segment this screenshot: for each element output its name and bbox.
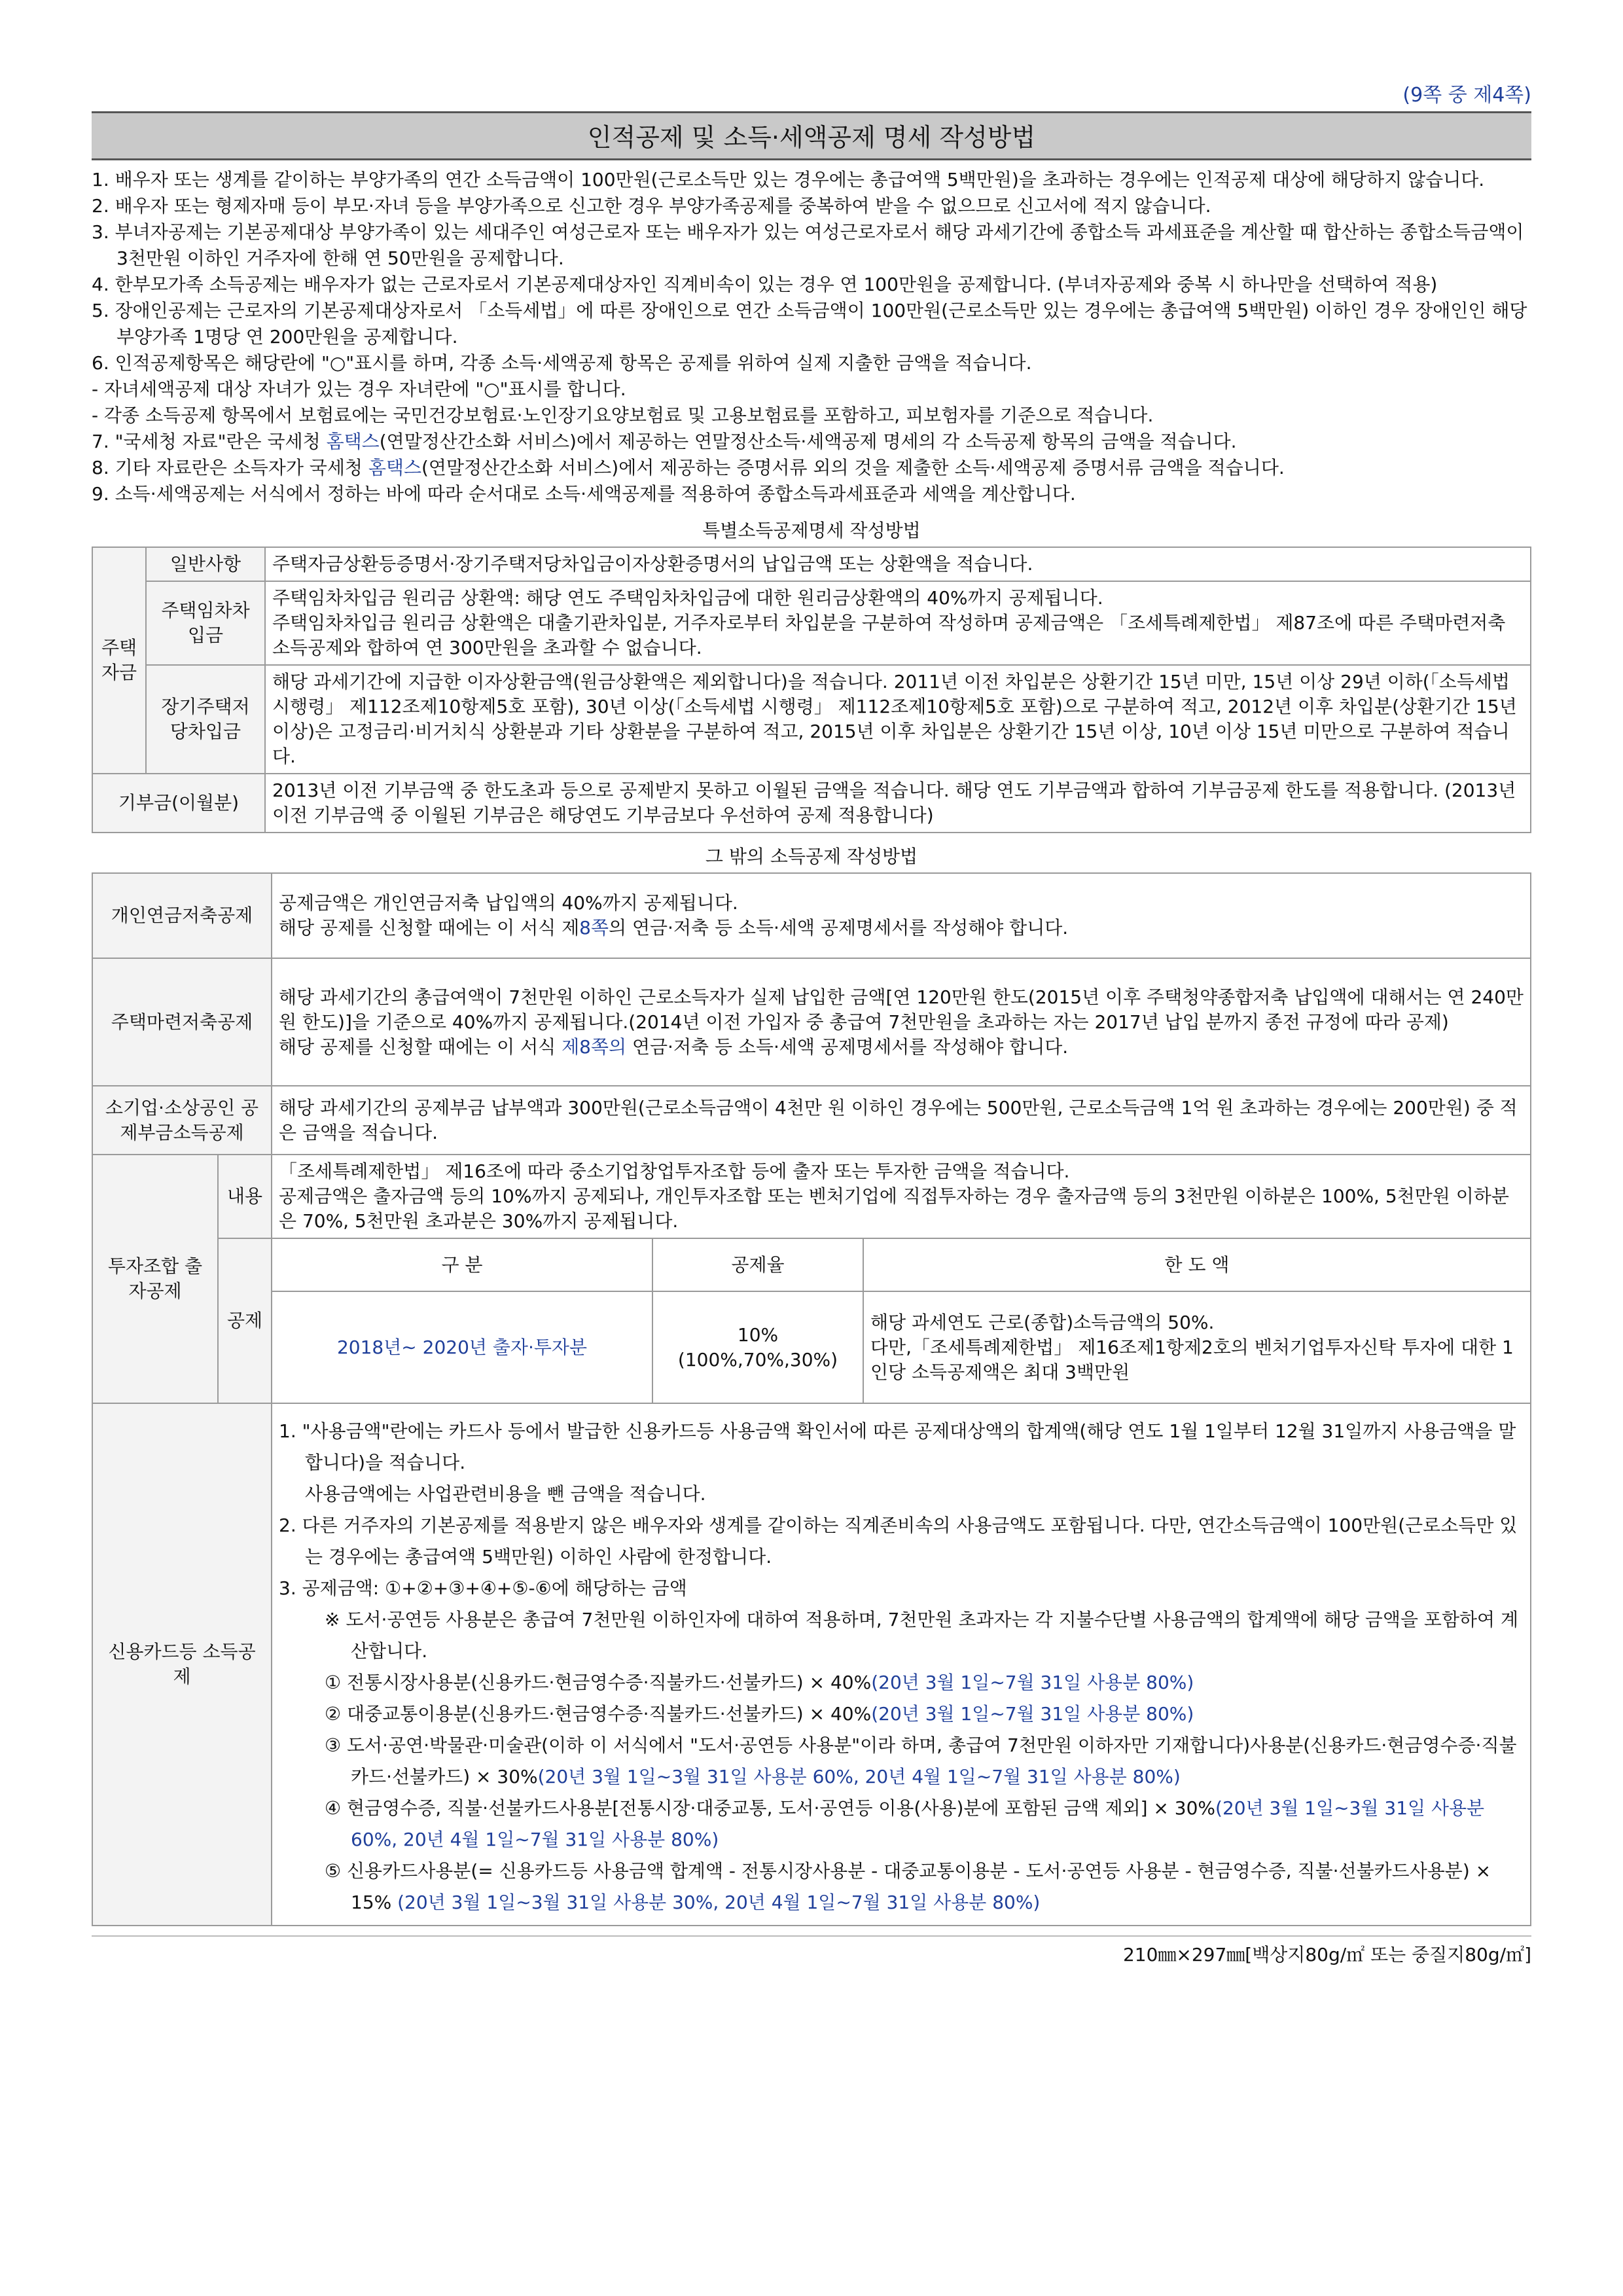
card-item-5-rate: (20년 3월 1일∼3월 31일 사용분 30%, 20년 4월 1일∼7월 31일 사용분 80%)	[391, 1892, 1041, 1913]
lease-cell	[265, 581, 1531, 665]
card-item-1-text: ① 전통시장사용분(신용카드·현금영수증·직불카드·선불카드) × 40%	[325, 1672, 872, 1693]
card-item-3-text: ③ 도서·공연·박물관·미술관(이하 이 서식에서 "도서·공연등 사용분"이라 하며, 총급여 7천만원 이하자만 기재합니다)사용분(신용카드·현금영수증·직불카드·선불카드) × 30%	[325, 1734, 1517, 1787]
invest-limit-2: 다만,「조세특례제한법」 제16조제1항제2호의 벤처기업투자신탁 투자에 대한 1인당 소득공제액은 최대 3백만원	[870, 1336, 1514, 1383]
card-item-2-text: ② 대중교통이용분(신용카드·현금영수증·직불카드·선불카드) × 40%	[325, 1703, 872, 1725]
intro-item-2: 2. 배우자 또는 형제자매 등이 부모·자녀 등을 부양가족으로 신고한 경우 부양가족공제를 중복하여 받을 수 없으므로 신고서에 적지 않습니다.	[92, 195, 1211, 217]
card-item-2-rate: (20년 3월 1일∼7월 31일 사용분 80%)	[871, 1703, 1194, 1725]
invest-content-cell	[272, 1155, 1531, 1238]
card-item-4-rate: (20년 3월 1일∼3월 31일 사용분 60%, 20년 4월 1일∼7월 31일 사용분 80%)	[351, 1797, 1485, 1850]
intro-item-8	[92, 455, 1531, 481]
card-item-1	[279, 1667, 1524, 1698]
intro-item-5: 5. 장애인공제는 근로자의 기본공제대상자로서 「소득세법」에 따른 장애인으로 연간 소득금액이 100만원(근로소득만 있는 경우에는 총급여액 5백만원) 이하인 경우 장애인인 해당 부양가족 1명당 연 200만원을 공제합니다.	[92, 300, 1527, 348]
general-text: 주택자금상환등증명서·장기주택저당차입금이자상환증명서의 납입금액 또는 상환액을 적습니다.	[265, 547, 1531, 581]
intro-item-6-sub-1: - 자녀세액공제 대상 자녀가 있는 경우 자녀란에 "○"표시를 합니다.	[92, 378, 626, 400]
col-header-limit: 한 도 액	[863, 1239, 1530, 1291]
donation-label: 기부금(이월분)	[92, 774, 265, 833]
small-biz-text: 해당 과세기간의 공제부금 납부액과 300만원(근로소득금액이 4천만 원 이하인 경우에는 500만원, 근로소득금액 1억 원 초과하는 경우에는 200만원) 중 적은 금액을 적습니다.	[272, 1086, 1531, 1155]
intro-item-6: 6. 인적공제항목은 해당란에 "○"표시를 하며, 각종 소득·세액공제 항목은 공제를 위하여 실제 지출한 금액을 적습니다.	[92, 352, 1032, 374]
other-deduction-table	[92, 872, 1531, 1926]
card-item-3	[279, 1730, 1524, 1793]
intro-item-1: 1. 배우자 또는 생계를 같이하는 부양가족의 연간 소득금액이 100만원(근로소득만 있는 경우에는 총급여액 5백만원)을 초과하는 경우에는 인적공제 대상에 해당하지 않습니다.	[92, 169, 1485, 190]
card-item-4-text: ④ 현금영수증, 직불·선불카드사용분[전통시장·대중교통, 도서·공연등 이용(사용)분에 포함된 금액 제외] × 30%	[325, 1797, 1216, 1819]
mortgage-text: 해당 과세기간에 지급한 이자상환금액(원금상환액은 제외합니다)을 적습니다. 2011년 이전 차입분은 상환기간 15년 미만, 15년 이상 29년 이하(「소득세법 시행령」 제112조제10항제5호 포함), 30년 이상(「소득세법 시행령」 제112조제10항제5호 포함)으로 구분하여 적고, 2012년 이후 차입분(상환기간 15년 이상)은 고정금리·비거치식 상환분과 기타 상환분을 구분하여 적고, 2015년 이후 차입분은 상환기간 15년 이상, 10년 이상 15년 미만으로 구분하여 적습니다.	[265, 665, 1531, 774]
intro-item-3: 3. 부녀자공제는 기본공제대상 부양가족이 있는 세대주인 여성근로자 또는 배우자가 있는 여성근로자로서 해당 과세기간에 종합소득 과세표준을 계산할 때 합산하는 종합소득금액이 3천만원 이하인 거주자에 한해 연 50만원을 공제합니다.	[92, 221, 1524, 269]
housing-savings-text: 해당 과세기간의 총급여액이 7천만원 이하인 근로소득자가 실제 납입한 금액[연 120만원 한도(2015년 이후 주택청약종합저축 납입액에 대해서는 연 240만원 한도)]을 기준으로 40%까지 공제됩니다.(2014년 이전 가입자 중 총급여 7천만원을 초과하는 자는 2017년 납입 분까지 종전 규정에 따라 공제)	[279, 986, 1524, 1033]
invest-rate: 10%(100%,70%,30%)	[652, 1291, 863, 1403]
invest-period: 2018년∼ 2020년 출자·투자분	[272, 1291, 652, 1403]
housing-savings-line-2-text-end: 연금·저축 등 소득·세액 공제명세서를 작성해야 합니다.	[626, 1035, 1069, 1058]
pension-cell	[272, 873, 1531, 958]
special-section-title: 특별소득공제명세 작성방법	[702, 520, 921, 541]
document-page	[92, 79, 1531, 1967]
lease-label: 주택임차차입금	[146, 581, 265, 665]
invest-content-line-1: 「조세특례제한법」 제16조에 따라 중소기업창업투자조합 등에 출자 또는 투자한 금액을 적습니다.	[279, 1160, 1070, 1182]
card-note: ※ 도서·공연등 사용분은 총급여 7천만원 이하인자에 대하여 적용하며, 7천만원 초과자는 각 지불수단별 사용금액의 합계액에 해당 금액을 포함하여 계산합니다.	[325, 1609, 1519, 1662]
page-number: (9쪽 중 제4쪽)	[1402, 84, 1531, 107]
col-header-rate: 공제율	[652, 1239, 863, 1291]
card-item-1-rate: (20년 3월 1일∼7월 31일 사용분 80%)	[871, 1672, 1194, 1693]
invest-deduct-label: 공제	[218, 1238, 272, 1403]
housing-savings-line-2	[279, 1035, 1524, 1060]
invest-limit-cell	[863, 1291, 1530, 1403]
housing-group-label: 주택자금	[92, 547, 146, 774]
housing-savings-line-2-text: 해당 공제를 신청할 때에는 이 서식	[279, 1035, 562, 1058]
lease-text-1: 주택임차차입금 원리금 상환액: 해당 연도 주택임차차입금에 대한 원리금상환액의 40%까지 공제됩니다.	[272, 587, 1103, 609]
invest-limit-1: 해당 과세연도 근로(종합)소득금액의 50%.	[870, 1311, 1215, 1333]
pension-line-2-text-end: 의 연금·저축 등 소득·세액 공제명세서를 작성해야 합니다.	[609, 917, 1069, 939]
intro-item-8-text-end: (연말정산간소화 서비스)에서 제공하는 증명서류 외의 것을 제출한 소득·세액공제 증명서류 금액을 적습니다.	[421, 457, 1285, 478]
pension-line-2	[279, 916, 1524, 941]
intro-list	[92, 167, 1531, 507]
mortgage-label: 장기주택저당차입금	[146, 665, 265, 774]
housing-savings-cell	[272, 958, 1531, 1086]
general-label: 일반사항	[146, 547, 265, 581]
intro-item-7-text-end: (연말정산간소화 서비스)에서 제공하는 연말정산소득·세액공제 명세의 각 소득공제 항목의 금액을 적습니다.	[379, 431, 1237, 452]
invest-label: 투자조합 출자공제	[92, 1155, 218, 1403]
special-deduction-table	[92, 547, 1531, 833]
invest-deduct-cell	[272, 1238, 1531, 1403]
intro-item-8-text: 8. 기타 자료란은 소득자가 국세청	[92, 457, 368, 478]
card-para-1b: 사용금액에는 사업관련비용을 뺀 금액을 적습니다.	[305, 1483, 706, 1505]
page8-link[interactable]: 8쪽	[579, 917, 609, 939]
card-para-1: 1. "사용금액"란에는 카드사 등에서 발급한 신용카드등 사용금액 확인서에 따른 공제대상액의 합계액(해당 연도 1월 1일부터 12월 31일까지 사용금액을 말합니다)을 적습니다.	[279, 1420, 1516, 1473]
card-item-2	[279, 1698, 1524, 1730]
intro-item-7-text: 7. "국세청 자료"란은 국세청	[92, 431, 327, 452]
pension-line-1: 공제금액은 개인연금저축 납입액의 40%까지 공제됩니다.	[279, 892, 738, 914]
card-cell	[272, 1403, 1531, 1926]
invest-sub-table	[272, 1239, 1530, 1403]
other-section-title: 그 밖의 소득공제 작성방법	[705, 846, 918, 867]
hometax-link[interactable]: 홈택스	[368, 457, 421, 478]
intro-item-9: 9. 소득·세액공제는 서식에서 정하는 바에 따라 순서대로 소득·세액공제를 적용하여 종합소득과세표준과 세액을 계산합니다.	[92, 483, 1076, 505]
card-para-2: 2. 다른 거주자의 기본공제를 적용받지 않은 배우자와 생계를 같이하는 직계존비속의 사용금액도 포함됩니다. 다만, 연간소득금액이 100만원(근로소득만 있는 경우에는 총급여액 5백만원) 이하인 사람에 한정합니다.	[279, 1515, 1518, 1568]
lease-text-2: 주택임차차입금 원리금 상환액은 대출기관차입분, 거주자로부터 차입분을 구분하여 작성하며 공제금액은 「조세특례제한법」 제87조에 따른 주택마련저축 소득공제와 합하여 연 300만원을 초과할 수 없습니다.	[272, 612, 1506, 658]
pension-line-2-text: 해당 공제를 신청할 때에는 이 서식 제	[279, 917, 580, 939]
card-item-3-rate: (20년 3월 1일∼3월 31일 사용분 60%, 20년 4월 1일∼7월 31일 사용분 80%)	[537, 1766, 1181, 1787]
intro-item-4: 4. 한부모가족 소득공제는 배우자가 없는 근로자로서 기본공제대상자인 직계비속이 있는 경우 연 100만원을 공제합니다. (부녀자공제와 중복 시 하나만을 선택하여 적용)	[92, 274, 1438, 295]
intro-item-6-sub-2: - 각종 소득공제 항목에서 보험료에는 국민건강보험료·노인장기요양보험료 및 고용보험료를 포함하고, 피보험자를 기준으로 적습니다.	[92, 404, 1154, 426]
card-item-5	[279, 1856, 1524, 1918]
intro-item-7	[92, 429, 1531, 455]
card-para-3: 3. 공제금액: ①+②+③+④+⑤-⑥에 해당하는 금액	[279, 1577, 687, 1599]
card-item-5-text: ⑤ 신용카드사용분(= 신용카드등 사용금액 합계액 - 전통시장사용분 - 대중교통이용분 - 도서·공연등 사용분 - 현금영수증, 직불·선불카드사용분) × 15%	[325, 1860, 1491, 1913]
housing-savings-label: 주택마련저축공제	[92, 958, 272, 1086]
card-label: 신용카드등 소득공제	[92, 1403, 272, 1926]
hometax-link[interactable]: 홈택스	[326, 431, 380, 452]
pension-label: 개인연금저축공제	[92, 873, 272, 958]
invest-content-label: 내용	[218, 1155, 272, 1238]
small-biz-label: 소기업·소상공인 공제부금소득공제	[92, 1086, 272, 1155]
card-item-4	[279, 1793, 1524, 1856]
page8-link[interactable]: 제8쪽의	[562, 1035, 627, 1058]
page-title: 인적공제 및 소득·세액공제 명세 작성방법	[92, 111, 1531, 160]
paper-spec-footer: 210㎜×297㎜[백상지80g/㎡ 또는 중질지80g/㎡]	[92, 1935, 1531, 1967]
invest-content-line-2: 공제금액은 출자금액 등의 10%까지 공제되나, 개인투자조합 또는 벤처기업에 직접투자하는 경우 출자금액 등의 3천만원 이하분은 100%, 5천만원 이하분은 70%, 5천만원 초과분은 30%까지 공제됩니다.	[279, 1185, 1509, 1232]
donation-text: 2013년 이전 기부금액 중 한도초과 등으로 공제받지 못하고 이월된 금액을 적습니다. 해당 연도 기부금액과 합하여 기부금공제 한도를 적용합니다. (2013년 이전 기부금액 중 이월된 기부금은 해당연도 기부금보다 우선하여 공제 적용합니다)	[265, 774, 1531, 833]
col-header-category: 구 분	[272, 1239, 652, 1291]
